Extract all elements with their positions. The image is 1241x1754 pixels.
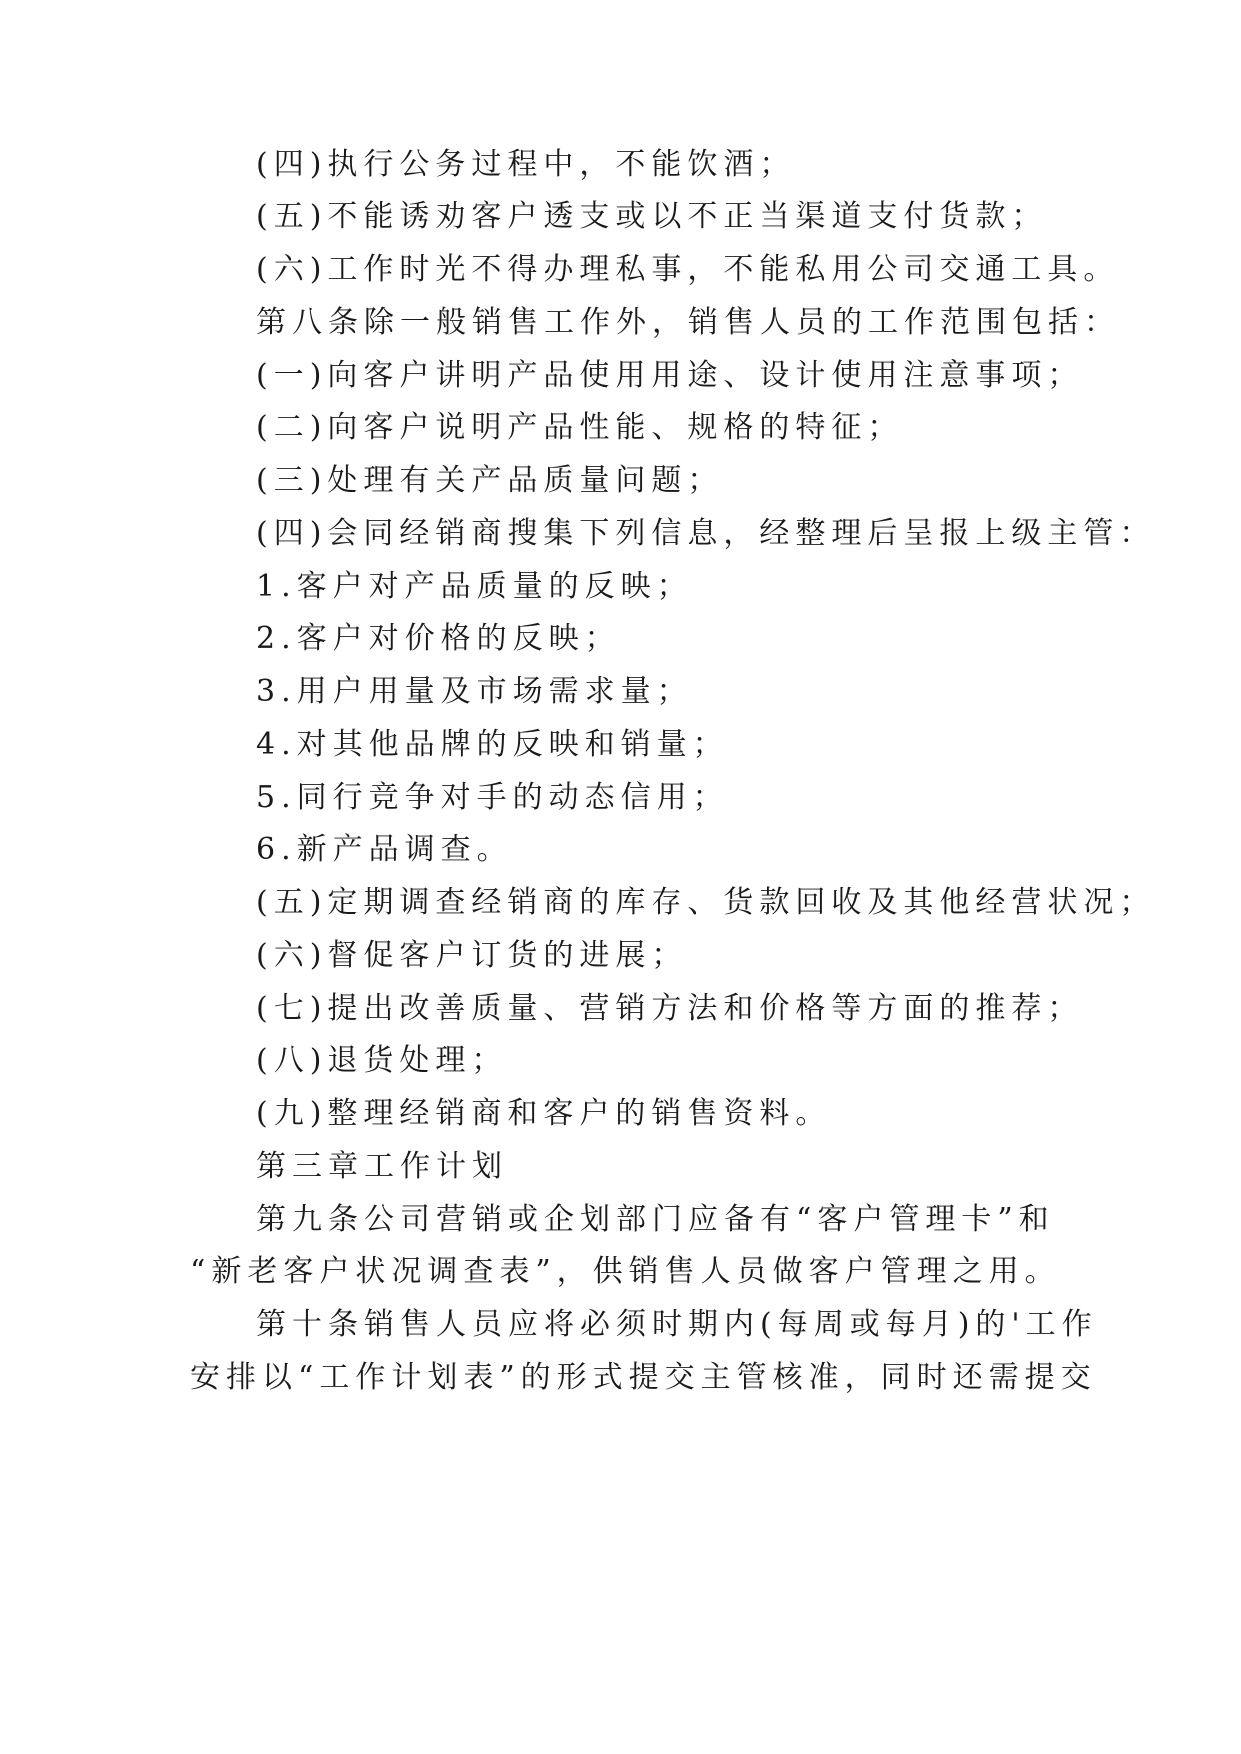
list-item: 1.客户对产品质量的反映；: [256, 569, 693, 604]
paragraph-line: (六)督促客户订货的进展；: [256, 938, 688, 973]
list-item: 4.对其他品牌的反映和销量；: [256, 727, 729, 762]
paragraph-line: (五)不能诱劝客户透支或以不正当渠道支付货款；: [256, 199, 1048, 234]
paragraph-line: (五)定期调查经销商的库存、货款回收及其他经营状况；: [256, 885, 1156, 920]
list-item: 2.客户对价格的反映；: [256, 621, 621, 656]
paragraph-line: 第十条销售人员应将必须时期内(每周或每月)的'工作: [256, 1307, 1098, 1342]
paragraph-line: (八)退货处理；: [256, 1043, 508, 1078]
paragraph-line: (一)向客户讲明产品使用用途、设计使用注意事项；: [256, 358, 1084, 393]
paragraph-line: 安排以“工作计划表”的形式提交主管核准，同时还需提交: [190, 1360, 1097, 1395]
paragraph-line: 第八条除一般销售工作外，销售人员的工作范围包括：: [256, 305, 1120, 340]
list-item: 5.同行竞争对手的动态信用；: [256, 780, 729, 815]
paragraph-line: (九)整理经销商和客户的销售资料。: [256, 1096, 832, 1131]
paragraph-line: (六)工作时光不得办理私事，不能私用公司交通工具。: [256, 252, 1120, 287]
paragraph-line: 第九条公司营销或企划部门应备有“客户管理卡”和: [256, 1202, 1055, 1237]
paragraph-line: (二)向客户说明产品性能、规格的特征；: [256, 410, 904, 445]
paragraph-line: (四)执行公务过程中，不能饮酒；: [256, 147, 796, 182]
paragraph-line: (三)处理有关产品质量问题；: [256, 463, 724, 498]
paragraph-line: “新老客户状况调查表”，供销售人员做客户管理之用。: [190, 1254, 1061, 1289]
paragraph-line: (七)提出改善质量、营销方法和价格等方面的推荐；: [256, 991, 1084, 1026]
list-item: 3.用户用量及市场需求量；: [256, 674, 693, 709]
list-item: 6.新产品调查。: [256, 832, 513, 867]
paragraph-line: (四)会同经销商搜集下列信息，经整理后呈报上级主管：: [256, 516, 1156, 551]
chapter-heading: 第三章工作计划: [256, 1149, 508, 1184]
